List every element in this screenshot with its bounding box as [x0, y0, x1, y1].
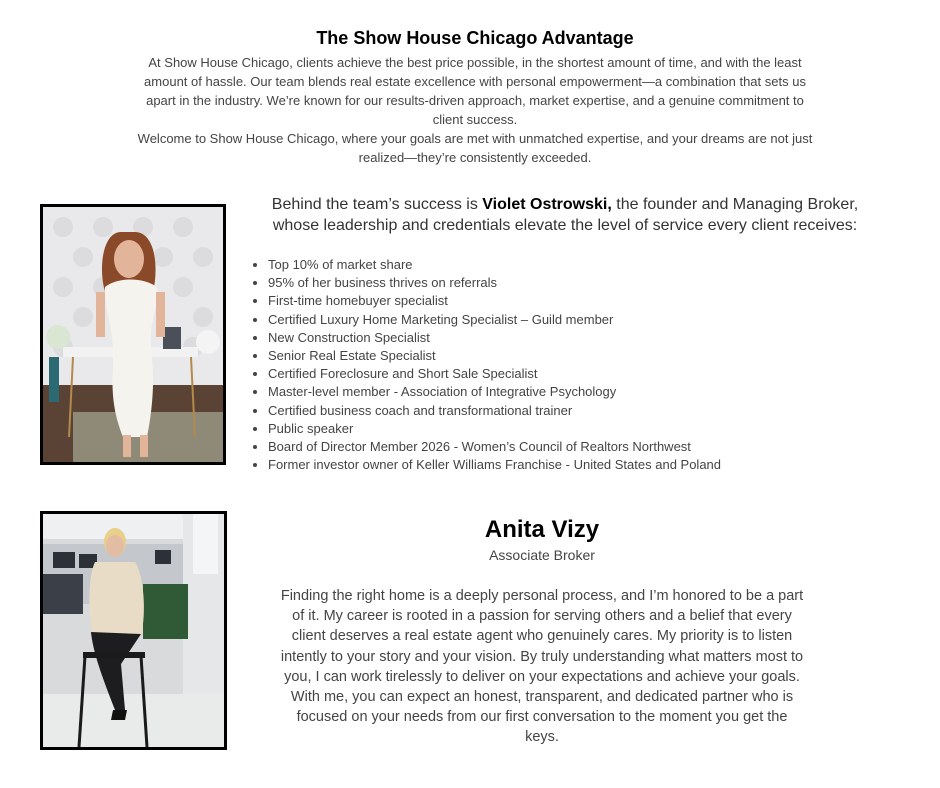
credential-item: • Certified Luxury Home Marketing Specialist – Guild member	[268, 311, 828, 329]
anita-photo	[40, 511, 227, 750]
credential-item: • Top 10% of market share	[268, 256, 828, 274]
advantage-paragraph: At Show House Chicago, clients achieve the best price possible, in the shortest amount of time, and with the least amount of hassle. Our team blends real estate excellence with personal empowerment—a combination that sets us apart in the industry. We’re known for our results-driven approach, market expertise, and a genuine commitment to client success.	[144, 55, 806, 127]
credential-item: • New Construction Specialist	[268, 329, 828, 347]
violet-name: Violet Ostrowski,	[482, 196, 612, 213]
violet-photo	[40, 204, 226, 465]
welcome-paragraph: Welcome to Show House Chicago, where your goals are met with unmatched expertise, and your dreams are not just realized—they’re consistently exceeded.	[137, 131, 813, 165]
anita-name: Anita Vizy	[484, 516, 600, 543]
credential-item: • Public speaker	[268, 420, 828, 438]
credential-item: • First-time homebuyer specialist	[268, 292, 828, 310]
anita-bio: Finding the right home is a deeply personal process, and I’m honored to be a part of it. My career is rooted in a passion for serving others and a belief that every client deserves a real estate agent who genuinely cares. My priority is to listen intently to your story and your vision. By truly understanding what matters most to you, I can work tirelessly to deliver on your expectations and achieve your goals. With me, you can expect an honest, transparent, and dedicated partner who is focused on your needs from our first conversation to the moment you get the keys.	[280, 588, 804, 746]
advantage-section	[130, 28, 820, 167]
credential-item: • Former investor owner of Keller Williams Franchise - United States and Poland	[268, 456, 828, 474]
violet-intro	[250, 194, 880, 236]
violet-lead-before: Behind the team’s success is	[271, 196, 483, 213]
credential-item: • Certified Foreclosure and Short Sale Specialist	[268, 365, 828, 383]
credential-item: • 95% of her business thrives on referrals	[268, 274, 828, 292]
credential-item: • Senior Real Estate Specialist	[268, 347, 828, 365]
advantage-title: The Show House Chicago Advantage	[316, 28, 634, 48]
credential-item: • Certified business coach and transformational trainer	[268, 402, 828, 420]
anita-role: Associate Broker	[489, 547, 595, 563]
credential-item: • Master-level member - Association of Integrative Psychology	[268, 383, 828, 401]
credential-item: • Board of Director Member 2026 - Women’s Council of Realtors Northwest	[268, 438, 828, 456]
violet-credentials-list	[250, 256, 828, 474]
violet-lead-after: the founder and Managing Broker, whose leadership and credentials elevate the level of service every client receives:	[272, 196, 859, 234]
